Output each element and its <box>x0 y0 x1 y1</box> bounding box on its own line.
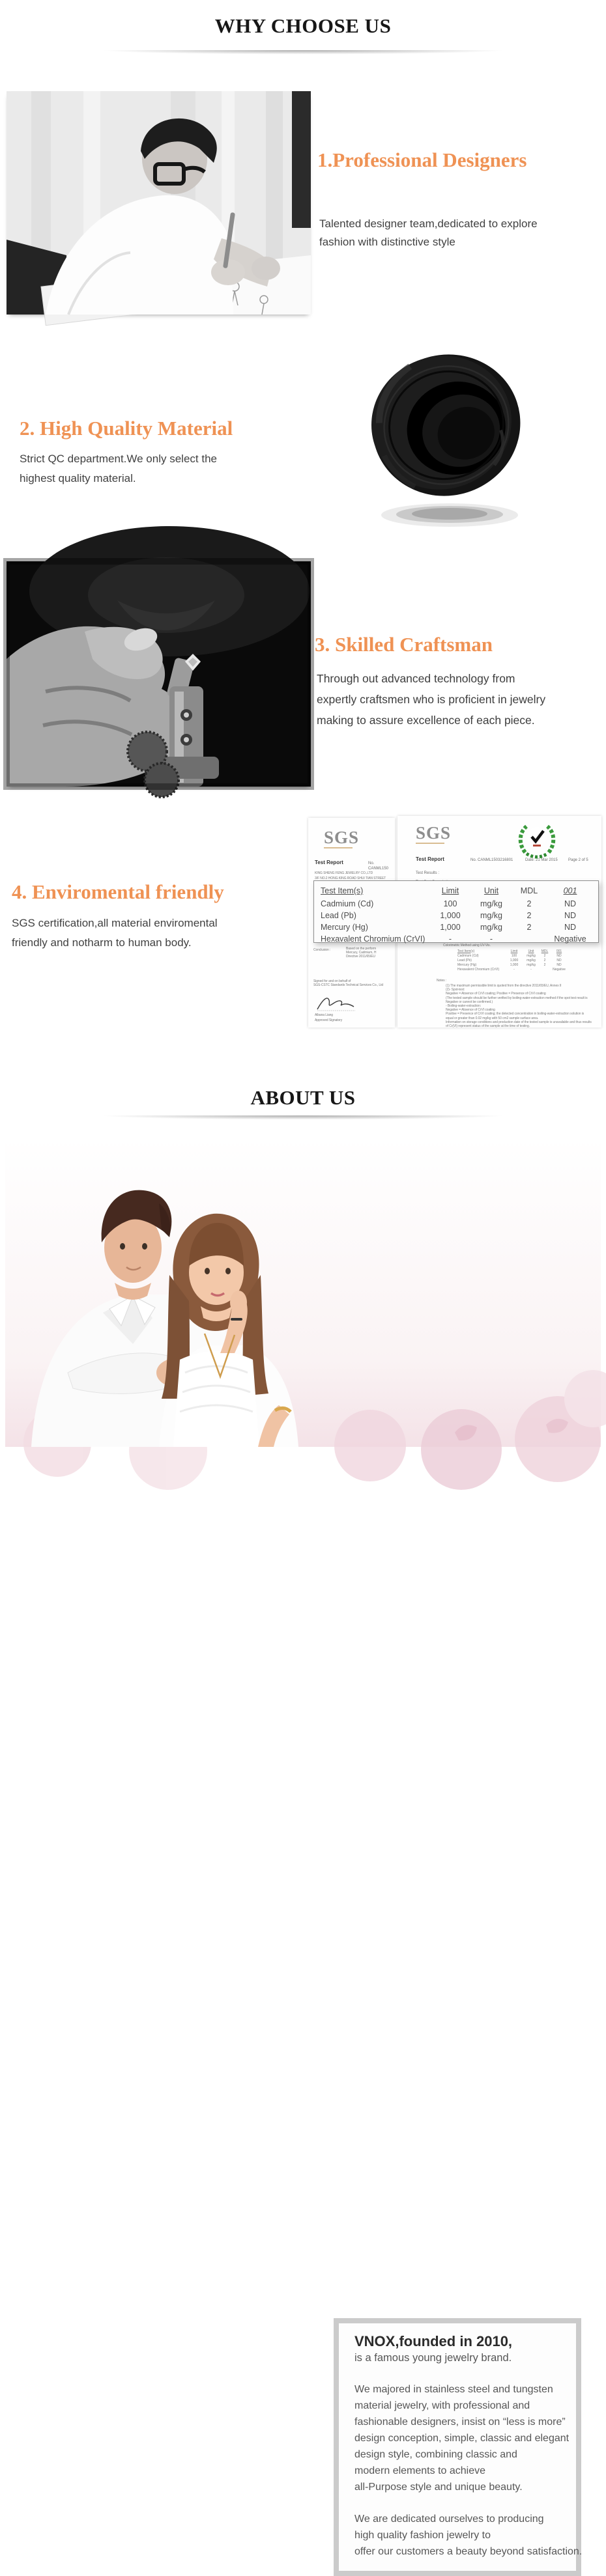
text-line: Negative = Absence of CrVI coating <box>446 1008 495 1013</box>
section-1-heading: 1.Professional Designers <box>317 148 527 171</box>
cell: ND <box>556 953 562 958</box>
col-header-mdl: MDL <box>520 886 538 895</box>
cell: ND <box>564 911 577 920</box>
cell: - <box>448 934 452 944</box>
col-header: Limit <box>510 949 518 953</box>
table-row <box>457 958 568 962</box>
cell: mg/kg <box>480 911 503 920</box>
cell: mg/kg <box>480 923 503 932</box>
sgs-logo: SGS <box>324 828 360 847</box>
text-line: Strict QC department.We only select the <box>20 453 217 465</box>
text-line: design conception, simple, classic and elegant <box>354 2433 570 2444</box>
section-2-text <box>20 449 217 488</box>
text-line: friendly and notharm to human body. <box>12 936 192 949</box>
report-page: Page 2 of 5 <box>568 858 588 862</box>
cell: Lead (Pb) <box>321 911 356 920</box>
section-3-heading: 3. Skilled Craftsman <box>315 633 493 656</box>
designer-photo-illustration <box>7 91 311 315</box>
sgs-logo-underline <box>324 847 353 848</box>
text-line: of Cr(VI) represent status of the sample at the time of testing. <box>446 1024 530 1029</box>
header-shadow-divider <box>23 50 583 56</box>
craftsman-photo <box>7 561 311 787</box>
cell: mg/kg <box>480 899 503 908</box>
report-number: No. CANML150 <box>368 861 389 871</box>
brand-paragraph-1 <box>354 2381 576 2495</box>
cell: - <box>513 967 515 972</box>
why-choose-us-title: WHY CHOOSE US <box>214 14 392 37</box>
conclusion-label: Conclusion : <box>313 948 331 952</box>
text-line: design style, combining classic and <box>354 2449 517 2460</box>
col-header-unit: Unit <box>483 886 499 895</box>
cell: Cadmium (Cd) <box>321 899 374 908</box>
text-line: expertly craftsmen who is proficient in jewelry <box>317 693 546 706</box>
cell: 2 <box>543 958 546 962</box>
black-ring-photo <box>352 324 541 539</box>
cell: 100 <box>511 953 517 958</box>
cell: 1,000 <box>510 962 519 967</box>
col-header: Test Item(s) <box>457 949 475 953</box>
col-header: Unit <box>528 949 534 953</box>
test-results-table <box>313 880 599 943</box>
cell: 2 <box>543 953 546 958</box>
cell: Lead (Pb) <box>457 958 472 962</box>
text-line: Talented designer team,dedicated to explore <box>319 217 538 230</box>
cell: - <box>489 934 493 944</box>
mini-results-table <box>457 949 568 972</box>
sgs-logo: SGS <box>416 823 452 843</box>
table-row <box>457 967 568 972</box>
designer-photo <box>7 91 311 315</box>
report-title: Test Report <box>416 856 444 862</box>
signed-for-text <box>313 979 383 987</box>
text-line: Directive 2011/65/EU <box>346 955 375 959</box>
sgs-logo-underline <box>416 843 444 844</box>
text-line: Negative or cannot be confirmed.) <box>446 1000 493 1004</box>
text-line: We are dedicated ourselves to producing <box>354 2513 544 2525</box>
brand-subheading: is a famous young jewelry brand. <box>354 2352 512 2364</box>
text-line: (1) The maximum permissible limit is quoted from the directive 2011/65/EU, Annex II <box>446 984 562 988</box>
text-line: fashionable designers, insist on “less is more” <box>354 2416 566 2428</box>
text-line: highest quality material. <box>20 472 136 484</box>
notes-text <box>446 984 597 1028</box>
cell: 1,000 <box>440 911 461 920</box>
sgs-certificate-image <box>308 816 601 1031</box>
text-line: (The tested sample should be further verified by boiling-water-extraction method if the spot test result is <box>446 996 588 1000</box>
text-line: making to assure excellence of each piece. <box>317 714 535 727</box>
cell: 2 <box>527 899 532 908</box>
text-line: We majored in stainless steel and tungsten <box>354 2384 553 2395</box>
signatory-title: Approved Signatory <box>315 1018 343 1022</box>
section-4-text <box>12 914 218 953</box>
brand-paragraph-2 <box>354 2511 583 2560</box>
report-title: Test Report <box>315 860 343 865</box>
conclusion-text <box>346 947 376 959</box>
signature-icon <box>315 995 360 1012</box>
cell: 2 <box>527 911 532 920</box>
text-line: material jewelry, with professional and <box>354 2400 530 2411</box>
text-line: all-Purpose style and unique beauty. <box>354 2482 523 2493</box>
company-address: 3/F NO.2 HONG KING ROAD SHUI TIAN STREET <box>315 876 386 880</box>
couple-photo-illustration <box>5 1138 601 1447</box>
cell: ND <box>556 958 562 962</box>
brand-couple-photo <box>5 1138 601 2557</box>
company-name: KING SHENG FENG JEWELRY CO.,LTD <box>315 871 373 875</box>
text-line: Negative = Absence of CrVI coating; Positive = Presence of CrVI coating <box>446 992 546 996</box>
craftsman-photo-illustration <box>7 561 311 787</box>
text-line: Based on the perform <box>346 947 377 951</box>
text-line: SGS-CSTC Standards Technical Services Co., Ltd <box>313 983 384 987</box>
text-line: modern elements to achieve <box>354 2465 485 2476</box>
cell: Mercury (Hg) <box>457 962 477 967</box>
header-shadow-divider <box>23 1115 583 1121</box>
cell: ND <box>556 962 562 967</box>
cell: Hexavalent Chromium (CrVI) <box>321 934 426 944</box>
text-line: high quality fashion jewelry to <box>354 2530 491 2541</box>
table-row <box>314 910 598 921</box>
cell: mg/kg <box>527 958 536 962</box>
col-header: 001 <box>556 949 562 953</box>
text-line: Information on storage conditions and production date of the tested sample is unavailable and thus results <box>446 1020 592 1024</box>
table-row <box>314 933 598 945</box>
text-line: Positive = Presence of CrVI coating; the detected concentration in boiling-water-extraction solution is <box>446 1012 584 1016</box>
text-line: Signed for and on behalf of <box>313 979 351 983</box>
text-line: fashion with distinctive style <box>319 236 455 248</box>
cell: ND <box>564 899 577 908</box>
text-line: (2)- Spot-test: <box>446 988 465 992</box>
test-results-label: Test Results : <box>416 871 440 875</box>
method-caption: Colorimetric Method using UV-Vis. <box>443 944 491 947</box>
cell: Negative <box>553 967 566 972</box>
col-header: MDL <box>541 949 549 953</box>
text-line: SGS certification,all material enviromental <box>12 917 218 929</box>
text-line: offer our customers a beauty beyond satisfaction. <box>354 2546 583 2557</box>
cell: Negative <box>554 934 586 944</box>
brand-heading: VNOX,founded in 2010, <box>354 2333 513 2349</box>
text-line: - Boiling-water-extraction: <box>446 1004 481 1009</box>
cell: mg/kg <box>527 953 536 958</box>
report-date: Date: 21 Mar 2015 <box>525 858 558 862</box>
table-row <box>457 962 568 967</box>
text-line: Through out advanced technology from <box>317 672 515 685</box>
signatory-name: Albana Liang <box>315 1013 333 1017</box>
cell: 2 <box>527 923 532 932</box>
table-row <box>314 921 598 933</box>
cell: 100 <box>443 899 457 908</box>
table-header-row <box>457 949 568 953</box>
cell: mg/kg <box>527 962 536 967</box>
cell: Hexavalent Chromium (CrVI) <box>457 967 500 972</box>
section-4-heading: 4. Enviromental friendly <box>12 880 224 903</box>
cell: Mercury (Hg) <box>321 923 368 932</box>
section-1-text <box>319 215 538 251</box>
report-number: No. CANML1503216801 <box>470 858 513 862</box>
cell: Cadmium (Cd) <box>457 953 479 958</box>
col-header-001: 001 <box>563 886 577 895</box>
section-2-heading: 2. High Quality Material <box>20 417 233 440</box>
table-header-row <box>314 881 598 898</box>
approval-wreath-check-icon <box>516 820 558 860</box>
cell: 1,000 <box>510 958 519 962</box>
table-row <box>457 953 568 958</box>
text-line: equal or greater than 0.02 mg/kg with 50 cm2 sample surface area. <box>446 1016 539 1020</box>
col-header-limit: Limit <box>441 886 459 895</box>
notes-label: Notes : <box>437 979 447 983</box>
text-line: Mercury, Cadmium, H <box>346 951 377 955</box>
cell: 2 <box>543 962 546 967</box>
cell: - <box>530 967 532 972</box>
about-us-title: ABOUT US <box>250 1086 356 1109</box>
black-ring-illustration <box>352 324 541 539</box>
cell: ND <box>564 923 577 932</box>
section-3-text <box>317 668 545 731</box>
table-row <box>314 898 598 910</box>
cell: 1,000 <box>440 923 461 932</box>
about-brand-box <box>334 2318 581 2576</box>
col-header-test-items: Test Item(s) <box>321 886 364 895</box>
